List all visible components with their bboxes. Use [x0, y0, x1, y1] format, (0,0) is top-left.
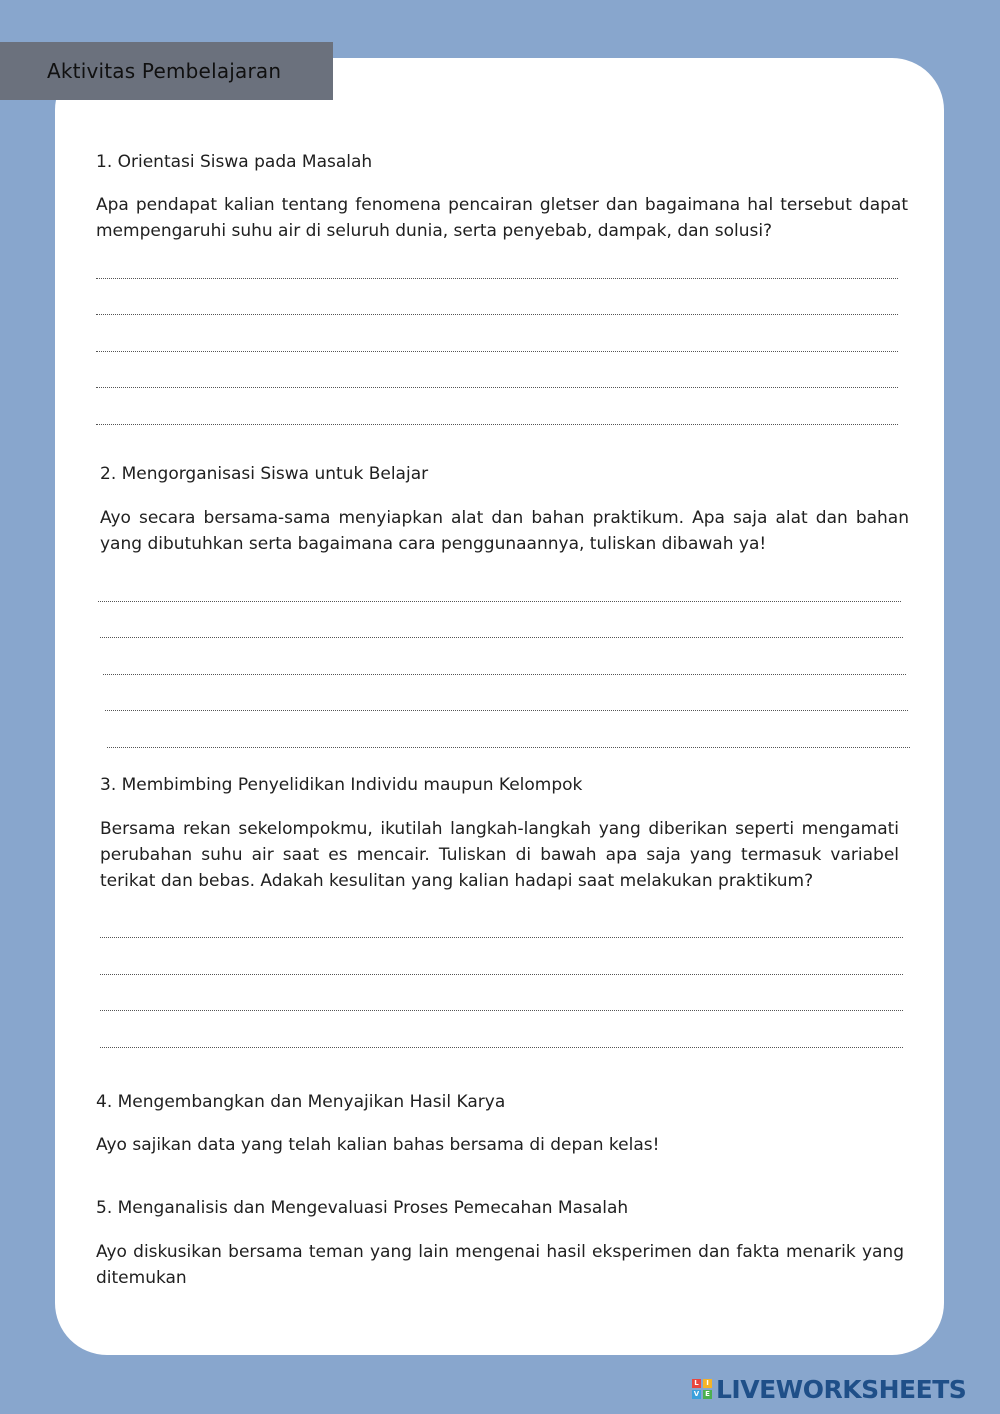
answer-line[interactable]	[96, 278, 898, 279]
logo-text: LIVEWORKSHEETS	[716, 1374, 967, 1404]
answer-line[interactable]	[96, 314, 898, 315]
section-2-text: Ayo secara bersama-sama menyiapkan alat dan bahan praktikum. Apa saja alat dan bahan yang dibutuhkan serta bagaimana cara penggunaannya, tuliskan dibawah ya!	[100, 508, 909, 554]
answer-line[interactable]	[100, 1010, 903, 1011]
answer-line[interactable]	[105, 710, 908, 711]
section-3-title: 3. Membimbing Penyelidikan Individu maupun Kelompok	[100, 775, 583, 795]
logo-tile: E	[703, 1390, 712, 1399]
answer-line[interactable]	[96, 351, 898, 352]
answer-line[interactable]	[96, 424, 898, 425]
section-1-text: Apa pendapat kalian tentang fenomena pencairan gletser dan bagaimana hal tersebut dapat mempengaruhi suhu air di seluruh dunia, serta penyebab, dampak, dan solusi?	[96, 195, 908, 241]
logo-mark-icon	[692, 1379, 712, 1399]
section-4-text: Ayo sajikan data yang telah kalian bahas bersama di depan kelas!	[96, 1135, 660, 1155]
liveworksheets-logo[interactable]	[692, 1372, 966, 1406]
answer-line[interactable]	[107, 747, 910, 748]
answer-line[interactable]	[103, 674, 906, 675]
logo-tile: L	[692, 1379, 701, 1388]
answer-line[interactable]	[100, 937, 903, 938]
section-3-text: Bersama rekan sekelompokmu, ikutilah langkah-langkah yang diberikan seperti mengamati perubahan suhu air saat es mencair. Tuliskan di bawah apa saja yang termasuk variabel terikat dan bebas. Adakah kesulitan yang kalian hadapi saat melakukan praktikum?	[100, 819, 899, 891]
answer-line[interactable]	[96, 387, 898, 388]
logo-tile: V	[693, 1390, 700, 1398]
answer-line[interactable]	[100, 1047, 903, 1048]
section-2-title: 2. Mengorganisasi Siswa untuk Belajar	[100, 464, 429, 484]
answer-line[interactable]	[98, 601, 901, 602]
page-title: Aktivitas Pembelajaran	[47, 59, 282, 83]
section-4-title: 4. Mengembangkan dan Menyajikan Hasil Karya	[96, 1092, 506, 1112]
section-1-title: 1. Orientasi Siswa pada Masalah	[96, 152, 373, 172]
answer-line[interactable]	[100, 974, 903, 975]
answer-line[interactable]	[100, 637, 903, 638]
header-tab	[0, 42, 333, 100]
section-5-text: Ayo diskusikan bersama teman yang lain mengenai hasil eksperimen dan fakta menarik yang ditemukan	[96, 1242, 904, 1288]
section-5-title: 5. Menganalisis dan Mengevaluasi Proses Pemecahan Masalah	[96, 1198, 629, 1218]
logo-tile: I	[703, 1379, 712, 1388]
worksheet-card	[55, 58, 944, 1355]
